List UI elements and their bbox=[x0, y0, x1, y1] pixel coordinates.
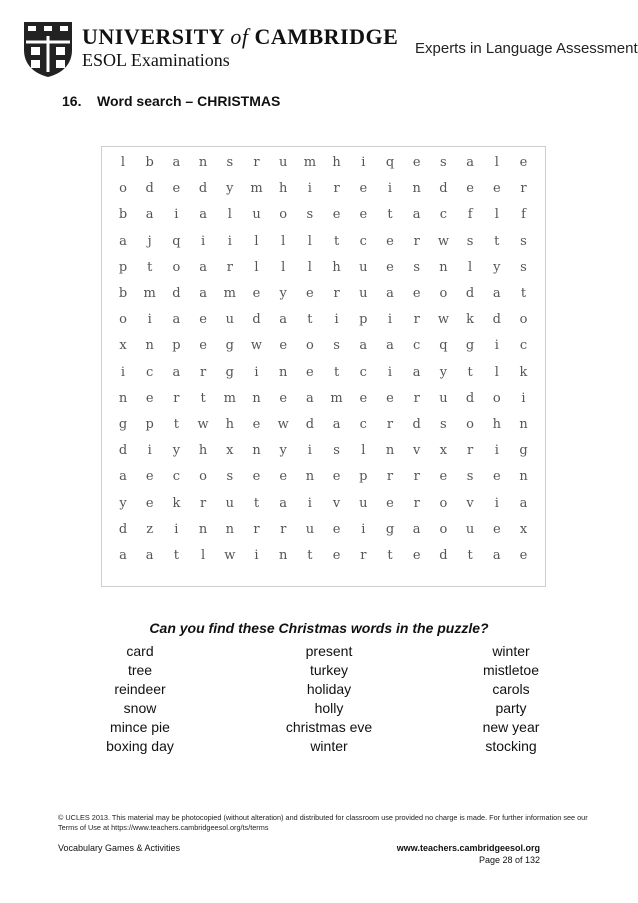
word-col1-item: tree bbox=[127, 662, 153, 678]
grid-letter: n bbox=[519, 417, 528, 432]
grid-letter: i bbox=[307, 443, 312, 459]
grid-letter: i bbox=[494, 338, 499, 354]
grid-letter: x bbox=[119, 338, 127, 354]
grid-letter: l bbox=[227, 207, 232, 223]
grid-letter: u bbox=[305, 521, 315, 537]
grid-letter: n bbox=[145, 338, 154, 354]
grid-letter: y bbox=[279, 286, 287, 301]
grid-letter: r bbox=[386, 469, 394, 485]
grid-letter: o bbox=[199, 469, 207, 485]
university-of: of bbox=[230, 24, 249, 49]
grid-letter: r bbox=[253, 155, 260, 170]
grid-letter: t bbox=[387, 207, 393, 223]
grid-letter: g bbox=[118, 417, 128, 432]
grid-letter: g bbox=[465, 338, 475, 354]
grid-letter: o bbox=[119, 312, 127, 328]
grid-letter: e bbox=[386, 495, 394, 511]
word-col3-item: mistletoe bbox=[482, 662, 540, 678]
grid-letter: u bbox=[225, 312, 234, 328]
grid-letter: e bbox=[492, 521, 501, 537]
esol-subtitle: ESOL Examinations bbox=[82, 50, 230, 70]
grid-letter: t bbox=[173, 417, 179, 432]
grid-letter: e bbox=[386, 259, 394, 275]
grid-letter: o bbox=[279, 207, 288, 223]
grid-letter: x bbox=[439, 443, 448, 459]
grid-letter: m bbox=[223, 286, 236, 301]
grid-letter: d bbox=[198, 181, 208, 197]
university-name bbox=[82, 24, 398, 50]
grid-letter: w bbox=[437, 312, 449, 328]
grid-letter: a bbox=[172, 155, 181, 170]
grid-letter: k bbox=[466, 312, 475, 328]
grid-letter: y bbox=[439, 364, 448, 380]
grid-letter: r bbox=[226, 259, 233, 275]
grid-letter: y bbox=[119, 495, 127, 511]
grid-letter: s bbox=[440, 417, 447, 432]
grid-letter: o bbox=[439, 286, 448, 301]
grid-letter: q bbox=[172, 233, 181, 249]
grid-letter: o bbox=[439, 495, 448, 511]
grid-letter: s bbox=[520, 259, 527, 275]
grid-letter: s bbox=[466, 469, 474, 485]
footer-url: www.teachers.cambridgeesol.org bbox=[396, 843, 540, 853]
grid-letter: i bbox=[174, 207, 179, 223]
grid-letter: t bbox=[333, 364, 340, 380]
grid-letter: e bbox=[252, 469, 261, 485]
grid-letter: e bbox=[519, 155, 528, 170]
grid-letter: e bbox=[386, 233, 394, 249]
grid-letter: i bbox=[334, 312, 339, 328]
grid-letter: e bbox=[145, 495, 154, 511]
grid-letter: d bbox=[252, 312, 261, 328]
grid-letter: b bbox=[118, 207, 128, 223]
section-title: Word search – CHRISTMAS bbox=[97, 93, 281, 109]
grid-letter: c bbox=[146, 364, 154, 380]
grid-letter: r bbox=[253, 521, 260, 537]
grid-letter: e bbox=[252, 417, 261, 432]
grid-letter: e bbox=[279, 469, 288, 485]
grid-letter: d bbox=[118, 443, 128, 459]
grid-letter: t bbox=[467, 364, 473, 380]
grid-letter: r bbox=[466, 443, 474, 459]
grid-letter: i bbox=[361, 521, 366, 537]
grid-letter: e bbox=[279, 338, 288, 354]
grid-letter: n bbox=[225, 521, 234, 537]
grid-letter: t bbox=[467, 548, 473, 563]
grid-letter: o bbox=[439, 521, 448, 537]
grid-letter: w bbox=[250, 338, 263, 354]
grid-letter: i bbox=[387, 312, 393, 328]
grid-letter: s bbox=[226, 469, 234, 485]
grid-letter: g bbox=[519, 443, 528, 459]
grid-letter: y bbox=[279, 443, 287, 459]
grid-letter: i bbox=[361, 155, 366, 170]
grid-letter: r bbox=[520, 181, 527, 197]
grid-letter: y bbox=[172, 443, 181, 459]
grid-letter: l bbox=[120, 155, 126, 170]
grid-letter: x bbox=[519, 521, 528, 537]
grid-letter: w bbox=[197, 417, 209, 432]
grid-letter: r bbox=[413, 312, 420, 328]
grid-letter: s bbox=[226, 155, 234, 170]
grid-letter: n bbox=[198, 155, 208, 170]
grid-letter: e bbox=[412, 286, 421, 301]
grid-letter: l bbox=[494, 207, 499, 223]
grid-letter: q bbox=[385, 155, 395, 170]
grid-letter: r bbox=[413, 495, 420, 511]
grid-letter: a bbox=[466, 155, 474, 170]
grid-letter: t bbox=[387, 548, 393, 563]
grid-letter: a bbox=[199, 286, 207, 301]
grid-letter: c bbox=[359, 233, 367, 249]
word-col3-item: carols bbox=[492, 681, 530, 697]
word-search-grid bbox=[101, 146, 546, 587]
grid-letter: c bbox=[359, 417, 367, 432]
grid-letter: a bbox=[119, 469, 127, 485]
grid-letter: i bbox=[227, 233, 232, 249]
grid-letter: e bbox=[199, 312, 207, 328]
grid-letter: a bbox=[412, 364, 421, 380]
grid-letter: b bbox=[118, 286, 128, 301]
word-col2-item: christmas eve bbox=[285, 719, 373, 735]
grid-letter: a bbox=[306, 390, 314, 406]
grid-letter: d bbox=[118, 521, 128, 537]
grid-letter: e bbox=[412, 155, 421, 170]
word-col1-item: snow bbox=[123, 700, 157, 716]
grid-letter: v bbox=[466, 495, 474, 511]
grid-letter: l bbox=[468, 259, 473, 275]
section-number: 16. bbox=[62, 93, 82, 109]
grid-letter: a bbox=[279, 495, 288, 511]
grid-letter: p bbox=[118, 259, 128, 275]
grid-letter: i bbox=[307, 495, 312, 511]
grid-letter: n bbox=[412, 181, 421, 197]
grid-letter: i bbox=[494, 443, 499, 459]
grid-letter: r bbox=[360, 548, 367, 563]
grid-letter: e bbox=[306, 364, 314, 380]
grid-letter: r bbox=[413, 469, 420, 485]
grid-letter: i bbox=[147, 443, 152, 459]
grid-letter: q bbox=[439, 338, 448, 354]
grid-letter: c bbox=[172, 469, 181, 485]
grid-letter: a bbox=[359, 338, 368, 354]
grid-letter: e bbox=[332, 207, 341, 223]
grid-letter: s bbox=[466, 233, 474, 249]
grid-letter: u bbox=[252, 207, 261, 223]
grid-letter: j bbox=[147, 233, 152, 249]
grid-letter: l bbox=[361, 443, 366, 459]
grid-letter: h bbox=[332, 155, 341, 170]
grid-letter: e bbox=[332, 548, 341, 563]
grid-letter: i bbox=[254, 548, 259, 563]
grid-letter: w bbox=[277, 417, 289, 432]
grid-letter: s bbox=[440, 155, 447, 170]
grid-letter: n bbox=[279, 364, 288, 380]
footer-title: Vocabulary Games & Activities bbox=[58, 843, 181, 853]
grid-letter: i bbox=[521, 390, 526, 406]
grid-letter: l bbox=[201, 548, 206, 563]
word-col3-item: party bbox=[495, 700, 527, 716]
grid-letter: c bbox=[519, 338, 528, 354]
grid-letter: i bbox=[147, 312, 152, 328]
word-col2-item: holly bbox=[314, 700, 344, 716]
grid-letter: w bbox=[224, 548, 236, 563]
grid-letter: a bbox=[145, 207, 154, 223]
grid-letter: s bbox=[333, 338, 340, 354]
grid-letter: l bbox=[281, 259, 286, 275]
grid-letter: a bbox=[519, 495, 528, 511]
grid-letter: e bbox=[439, 469, 448, 485]
grid-letter: o bbox=[519, 312, 528, 328]
grid-letter: o bbox=[466, 417, 474, 432]
grid-letter: d bbox=[412, 417, 421, 432]
grid-letter: i bbox=[387, 364, 393, 380]
word-col3-item: new year bbox=[482, 719, 540, 735]
grid-letter: o bbox=[305, 338, 314, 354]
grid-letter: h bbox=[279, 181, 288, 197]
university-suffix: CAMBRIDGE bbox=[254, 24, 399, 49]
grid-letter: a bbox=[172, 312, 181, 328]
word-col2-item: holiday bbox=[306, 681, 352, 697]
grid-letter: e bbox=[279, 390, 288, 406]
grid-letter: p bbox=[172, 338, 181, 354]
grid-letter: e bbox=[172, 181, 181, 197]
grid-letter: y bbox=[226, 181, 234, 197]
grid-letter: a bbox=[172, 364, 181, 380]
grid-letter: e bbox=[492, 469, 501, 485]
grid-letter: r bbox=[199, 364, 207, 380]
grid-letter: r bbox=[333, 181, 340, 197]
grid-letter: i bbox=[201, 233, 206, 249]
grid-letter: i bbox=[494, 495, 499, 511]
grid-letter: p bbox=[145, 417, 154, 432]
grid-letter: s bbox=[413, 259, 421, 275]
grid-letter: i bbox=[387, 181, 393, 197]
word-col1-item: mince pie bbox=[110, 719, 170, 735]
grid-letter: l bbox=[307, 233, 312, 249]
grid-letter: r bbox=[333, 286, 340, 301]
grid-letter: t bbox=[200, 390, 206, 406]
grid-letter: r bbox=[173, 390, 180, 406]
grid-letter: u bbox=[225, 495, 234, 511]
grid-letter: a bbox=[386, 286, 394, 301]
grid-letter: e bbox=[412, 548, 421, 563]
grid-letter: h bbox=[198, 443, 208, 459]
word-col3-item: stocking bbox=[485, 738, 537, 754]
grid-letter: n bbox=[519, 469, 528, 485]
grid-letter: u bbox=[359, 259, 368, 275]
grid-letter: d bbox=[465, 286, 475, 301]
word-col1-item: card bbox=[126, 643, 154, 659]
grid-letter: f bbox=[521, 207, 526, 223]
grid-letter: l bbox=[494, 364, 499, 380]
grid-letter: n bbox=[118, 390, 128, 406]
grid-letter: t bbox=[494, 233, 500, 249]
grid-letter: p bbox=[359, 312, 368, 328]
grid-letter: t bbox=[253, 495, 260, 511]
grid-letter: l bbox=[254, 259, 259, 275]
word-col2-item: winter bbox=[310, 738, 348, 754]
grid-letter: u bbox=[439, 390, 448, 406]
grid-letter: m bbox=[330, 390, 343, 406]
grid-letter: r bbox=[199, 495, 207, 511]
grid-letter: x bbox=[226, 443, 234, 459]
grid-letter: e bbox=[466, 181, 474, 197]
grid-letter: f bbox=[467, 207, 473, 223]
word-col2-item: present bbox=[305, 643, 353, 659]
grid-letter: v bbox=[332, 495, 341, 511]
grid-letter: d bbox=[305, 417, 315, 432]
grid-letter: s bbox=[306, 207, 314, 223]
word-col1-item: boxing day bbox=[106, 738, 174, 754]
grid-letter: i bbox=[307, 181, 312, 197]
grid-letter: i bbox=[120, 364, 126, 380]
grid-letter: d bbox=[492, 312, 501, 328]
grid-letter: c bbox=[439, 207, 448, 223]
grid-letter: t bbox=[147, 259, 153, 275]
grid-letter: r bbox=[386, 417, 394, 432]
grid-letter: a bbox=[492, 286, 501, 301]
grid-letter: h bbox=[332, 259, 341, 275]
grid-letter: g bbox=[225, 338, 234, 354]
grid-letter: e bbox=[359, 207, 368, 223]
grid-letter: k bbox=[172, 495, 181, 511]
grid-letter: n bbox=[279, 548, 288, 563]
grid-letter: u bbox=[359, 286, 368, 301]
grid-letter: g bbox=[225, 364, 234, 380]
grid-letter: l bbox=[254, 233, 259, 249]
grid-letter: a bbox=[332, 417, 341, 432]
grid-letter: d bbox=[172, 286, 181, 301]
grid-letter: t bbox=[173, 548, 179, 563]
grid-letter: u bbox=[359, 495, 368, 511]
grid-letter: u bbox=[279, 155, 288, 170]
word-col2-item: turkey bbox=[309, 662, 349, 678]
grid-letter: n bbox=[198, 521, 208, 537]
grid-letter: d bbox=[465, 390, 475, 406]
copyright-notice: © UCLES 2013. This material may be photocopied (without alteration) and distributed for classroom use provided no charge is made. For further information see our Terms of Use at https://www.teachers.cambridgeesol.org/ts/terms bbox=[58, 813, 588, 832]
grid-letter: n bbox=[439, 259, 448, 275]
grid-letter: r bbox=[413, 233, 420, 249]
grid-letter: t bbox=[333, 233, 340, 249]
grid-letter: b bbox=[145, 155, 154, 170]
grid-letter: m bbox=[303, 155, 317, 170]
grid-letter: s bbox=[520, 233, 527, 249]
grid-letter: n bbox=[305, 469, 315, 485]
cambridge-crest-icon bbox=[22, 20, 74, 78]
grid-letter: i bbox=[254, 364, 259, 380]
grid-letter: a bbox=[279, 312, 288, 328]
grid-letter: y bbox=[493, 259, 501, 275]
grid-letter: h bbox=[225, 417, 234, 432]
grid-letter: n bbox=[385, 443, 395, 459]
university-prefix: UNIVERSITY bbox=[82, 24, 225, 49]
grid-letter: e bbox=[332, 469, 341, 485]
grid-letter: o bbox=[492, 390, 501, 406]
grid-letter: e bbox=[332, 521, 341, 537]
grid-letter: e bbox=[145, 469, 154, 485]
grid-letter: w bbox=[437, 233, 449, 249]
tagline: Experts in Language Assessment bbox=[415, 40, 638, 57]
grid-letter: d bbox=[439, 548, 448, 563]
grid-letter: e bbox=[359, 390, 368, 406]
grid-letter: e bbox=[199, 338, 207, 354]
puzzle-question: Can you find these Christmas words in the puzzle? bbox=[149, 620, 489, 636]
grid-letter: l bbox=[307, 259, 312, 275]
grid-letter: e bbox=[359, 181, 368, 197]
grid-letter: c bbox=[413, 338, 421, 354]
grid-letter: z bbox=[146, 521, 154, 537]
grid-letter: a bbox=[119, 548, 127, 563]
grid-letter: d bbox=[145, 181, 154, 197]
grid-letter: e bbox=[145, 390, 154, 406]
grid-letter: a bbox=[199, 259, 207, 275]
grid-letter: n bbox=[252, 443, 261, 459]
grid-letter: t bbox=[307, 312, 313, 328]
grid-letter: h bbox=[492, 417, 501, 432]
grid-letter: e bbox=[252, 286, 261, 301]
grid-letter: m bbox=[223, 390, 236, 406]
grid-letter: l bbox=[494, 155, 499, 170]
grid-letter: o bbox=[119, 181, 127, 197]
grid-letter: k bbox=[519, 364, 528, 380]
grid-letter: a bbox=[492, 548, 501, 563]
grid-letter: a bbox=[386, 338, 394, 354]
word-col3-item: winter bbox=[492, 643, 530, 659]
grid-letter: m bbox=[143, 286, 156, 301]
grid-letter: g bbox=[385, 521, 395, 537]
grid-letter: a bbox=[145, 548, 154, 563]
grid-letter: v bbox=[413, 443, 421, 459]
grid-letter: u bbox=[465, 521, 475, 537]
grid-letter: e bbox=[519, 548, 528, 563]
grid-letter: t bbox=[307, 548, 313, 563]
grid-letter: s bbox=[333, 443, 340, 459]
grid-letter: a bbox=[199, 207, 207, 223]
grid-letter: i bbox=[174, 521, 179, 537]
grid-letter: r bbox=[280, 521, 287, 537]
grid-letter: m bbox=[250, 181, 263, 197]
grid-letter: c bbox=[359, 364, 367, 380]
grid-letter: n bbox=[252, 390, 261, 406]
grid-letter: e bbox=[492, 181, 501, 197]
grid-letter: e bbox=[306, 286, 314, 301]
word-col1-item: reindeer bbox=[114, 681, 166, 697]
grid-letter: l bbox=[281, 233, 286, 249]
grid-letter: p bbox=[359, 469, 368, 485]
grid-letter: e bbox=[386, 390, 394, 406]
grid-letter: a bbox=[412, 521, 421, 537]
grid-letter: o bbox=[172, 259, 181, 275]
grid-letter: a bbox=[119, 233, 127, 249]
grid-letter: a bbox=[412, 207, 421, 223]
grid-letter: d bbox=[439, 181, 448, 197]
page-number: Page 28 of 132 bbox=[478, 855, 540, 865]
grid-letter: t bbox=[520, 286, 527, 301]
grid-letter: r bbox=[413, 390, 420, 406]
